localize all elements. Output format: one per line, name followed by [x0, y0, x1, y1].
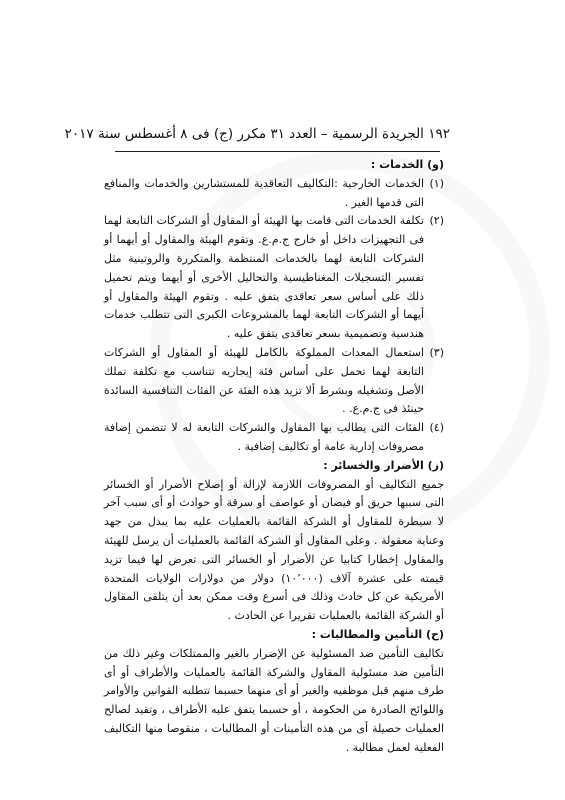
list-item-text: الخدمات الخارجية :التكاليف التعاقدية للمستشارين والخدمات والمنافع التى قدمها الغير .	[104, 176, 424, 209]
section-text-insurance: تكاليف التأمين ضد المسئولية عن الإضرار بالغير والممتلكات وغير ذلك من التأمين ضد مسئولية المقاول والشركة القائمة بالعمليات والأطراف أو أى طرف منهم قبل موظفيه والغير أو أى منهما حسبما تتطلبه القوانين والأوامر واللوائح الصادرة من الحكومة ، أو حسبما يتفق عليه الأطراف ، وتقيد لصالح العمليات حصيلة أى من هذه التأمينات أو المطالبات ، منقوصا منها التكاليف الفعلية لعمل مطالبة .	[104, 646, 444, 754]
list-item-number: (٤)	[429, 421, 444, 435]
list-item-text: الفئات التى يطالب بها المقاول والشركات التابعة له لا تتضمن إضافة مصروفات إدارية عامة أو تكاليف إضافية .	[104, 421, 424, 453]
list-item-number: (٣)	[429, 345, 444, 359]
section-title-services: (و) الخدمات :	[370, 158, 444, 171]
list-item	[104, 212, 444, 344]
page-header: ١٩٢ الجريدة الرسمية – العدد ٣١ مكرر (ج) فى ٨ أغسطس سنة ٢٠١٧	[64, 126, 450, 142]
list-item-number: (١)	[429, 176, 444, 190]
list-item	[104, 344, 444, 419]
document-body	[104, 156, 444, 758]
section-title-damages: (ز) الأضرار والخسائر :	[323, 458, 444, 472]
list-item-text: تكلفة الخدمات التى قامت بها الهيئة أو المقاول أو الشركات التابعة لهما فى التجهيزات داخل أو خارج ج.م.ع. وتقوم الهيئة والمقاول أو أيهما أو الشركات التابعة لهما بالخدمات المنتظمة والمتكررة والروتينية مثل تفسير التسجيلات المغناطيسية والتحاليل الأخرى أو أيهما ويتم تحميل ذلك على أساس سعر تعاقدى يتفق عليه . وتقوم الهيئة والمقاول أو أيهما أو الشركات التابعة لهما بالمشروعات الكبرى التى تتطلب خدمات هندسية وتصميمية بسعر تعاقدى يتفق عليه .	[104, 214, 424, 341]
list-item-number: (٢)	[429, 214, 444, 228]
section-title-insurance: (ح) التأمين والمطالبات :	[311, 627, 444, 641]
list-item-text: استعمال المعدات المملوكة بالكامل للهيئة أو المقاول أو الشركات التابعة لهما تحمل على أساس فئة إيجاريه تتناسب مع تكلفة تملك الأصل وتشغيله وبشرط ألا تزيد هذه الفئة عن الفئات التنافسية السائدة حينئذ فى ج.م.ع. .	[104, 345, 424, 416]
section-text-damages: جميع التكاليف أو المصروفات اللازمة لإزالة أو إصلاح الأضرار أو الخسائر التى سببها حريق أو فيضان أو عواصف أو سرقة أو حوادث أو أى سبب آخر لا سيطرة للمقاول أو الشركة القائمة بالعمليات عليه بما يبذل من جهد وعناية معقولة . وعلى المقاول أو الشركة القائمة بالعمليات أن يرسل للهيئة والمقاول إخطارا كتابيا عن الأضرار أو الخسائر التى تعرض لها فيما تزيد قيمته على عشرة آلاف (١٠٬٠٠٠) دولار من دولارات الولايات المتحدة الأمريكية عن كل حادث وذلك فى أسرع وقت ممكن بعد أن يتلقى المقاول أو الشركة القائمة بالعمليات تقريرا عن الحادث .	[104, 477, 444, 623]
header-rule	[115, 151, 440, 152]
list-item	[104, 175, 444, 213]
list-item	[104, 419, 444, 457]
